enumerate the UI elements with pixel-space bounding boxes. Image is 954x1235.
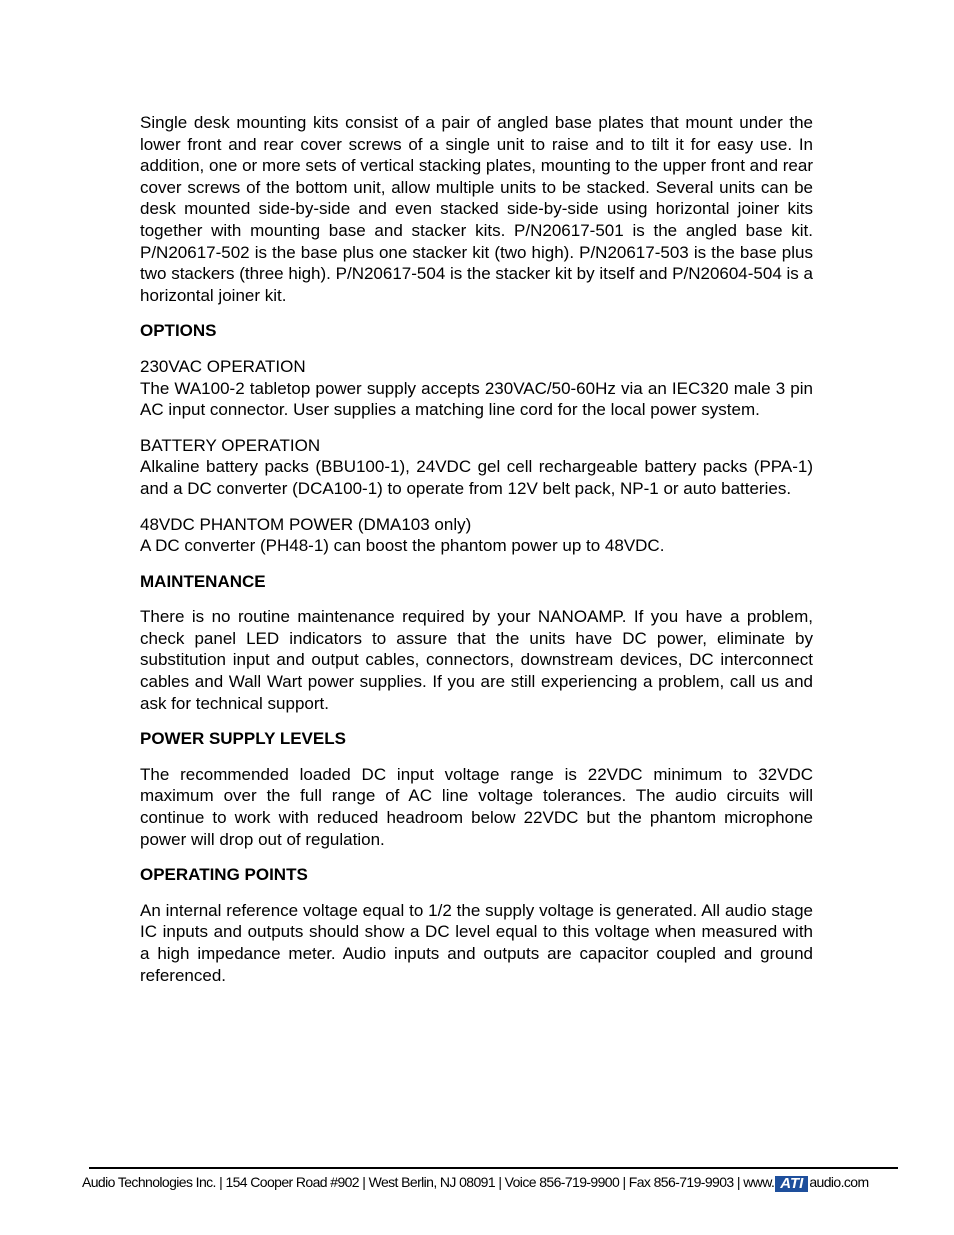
vac-body: The WA100-2 tabletop power supply accepts 230VAC/50-60Hz via an IEC320 male 3 pin AC input connector. User supplies a matching line cord for the local power system. [140, 378, 813, 420]
footer-domain-suffix: audio.com [809, 1174, 869, 1190]
operating-points-body: An internal reference voltage equal to 1/2 the supply voltage is generated. All audio stage IC inputs and outputs should show a DC level equal to this voltage when measured with a high impedance meter. Audio inputs and outputs are capacitor coupled and ground referenced. [140, 900, 813, 985]
power-supply-heading: POWER SUPPLY LEVELS [140, 729, 346, 749]
vac-section [140, 356, 813, 421]
options-heading: OPTIONS [140, 321, 217, 341]
maintenance-heading: MAINTENANCE [140, 571, 266, 591]
power-supply-body: The recommended loaded DC input voltage range is 22VDC minimum to 32VDC maximum over the full range of AC line voltage tolerances. The audio circuits will continue to work with reduced headroom below 22VDC but the phantom microphone power will drop out of regulation. [140, 764, 813, 849]
vac-title: 230VAC OPERATION [140, 356, 306, 376]
footer-text: Audio Technologies Inc. | 154 Cooper Road #902 | West Berlin, NJ 08091 | Voice 856-719-9900 | Fax 856-719-9903 | www. [82, 1174, 775, 1190]
maintenance-body: There is no routine maintenance required by your NANOAMP. If you have a problem, check panel LED indicators to assure that the units have DC power, eliminate by substitution input and output cables, connectors, downstream devices, DC interconnect cables and Wall Wart power supplies. If you are still experiencing a problem, call us and ask for technical support. [140, 607, 813, 713]
footer [82, 1172, 912, 1192]
operating-points-heading: OPERATING POINTS [140, 865, 308, 885]
phantom-section [140, 514, 813, 557]
phantom-body: A DC converter (PH48-1) can boost the phantom power up to 48VDC. [140, 536, 665, 556]
phantom-title: 48VDC PHANTOM POWER (DMA103 only) [140, 514, 472, 534]
intro-paragraph: Single desk mounting kits consist of a pair of angled base plates that mount under the lower front and rear cover screws of a single unit to raise and to tilt it for easy use. In addition, one or more sets of vertical stacking plates, mounting to the upper front and rear cover screws of the bottom unit, allow multiple units to be stacked. Several units can be desk mounted side-by-side and even stacked side-by-side using horizontal joiner kits together with mounting base and stacker kits. P/N20617-501 is the angled base kit. P/N20617-502 is the base plus one stacker kit (two high). P/N20617-503 is the base plus two stackers (three high). P/N20617-504 is the stacker kit by itself and P/N20604-504 is a horizontal joiner kit. [140, 113, 813, 305]
battery-body: Alkaline battery packs (BBU100-1), 24VDC gel cell rechargeable battery packs (PPA-1) and a DC converter (DCA100-1) to operate from 12V belt pack, NP-1 or auto batteries. [140, 457, 813, 498]
ati-logo: ATI [775, 1176, 808, 1192]
document-body [140, 112, 813, 1000]
battery-section [140, 435, 813, 500]
battery-title: BATTERY OPERATION [140, 435, 321, 455]
footer-divider [89, 1167, 898, 1169]
